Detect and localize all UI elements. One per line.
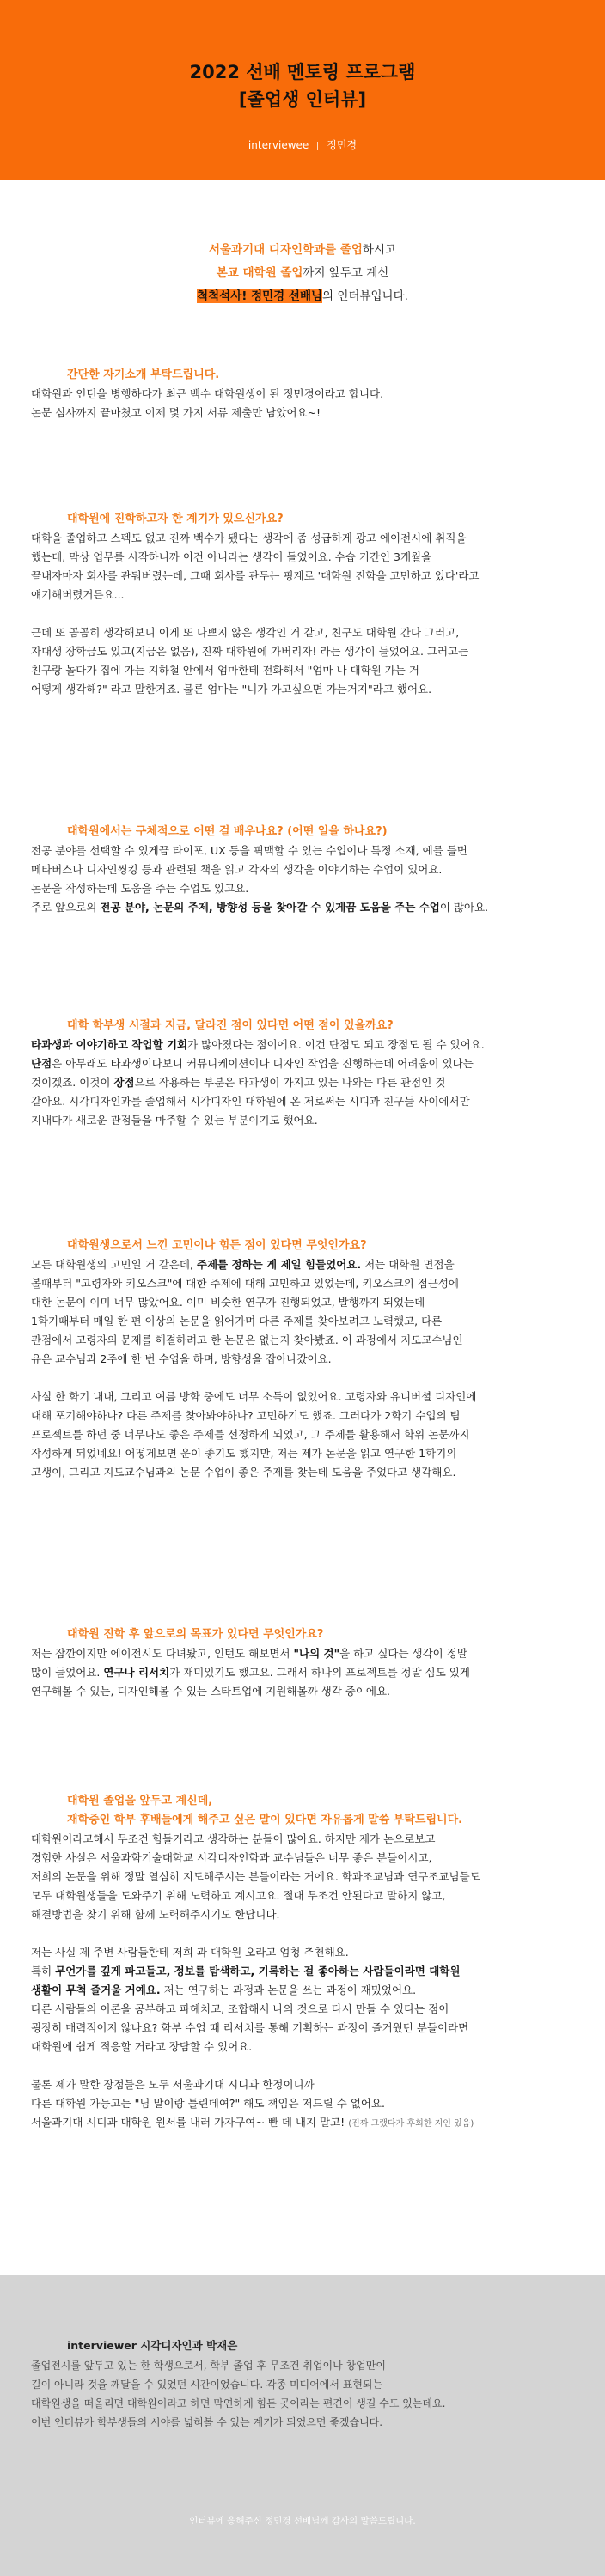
- answer-line: 같아요. 시각디자인과를 졸업해서 시각디자인 대학원에 온 저로써는 시디과 친구들 사이에서만: [31, 1095, 470, 1108]
- answer-line: 지내다가 새로운 관점들을 마주할 수 있는 부분이기도 했어요.: [31, 1114, 318, 1127]
- question: 대학원에서는 구체적으로 어떤 걸 배우나요? (어떤 일을 하나요?): [67, 825, 388, 838]
- intro-block: [0, 239, 605, 308]
- qa-section-2: [31, 510, 581, 699]
- question: 대학원에 진학하고자 한 계기가 있으신가요?: [67, 513, 284, 526]
- answer-line: 친구랑 놀다가 집에 가는 지하철 안에서 엄마한테 전화해서 "엄마 나 대학원 가는 거: [31, 664, 419, 677]
- text: 것이겠죠. 이것이: [31, 1076, 114, 1089]
- answer-line: 해결방법을 찾기 위해 함께 노력해주시기도 한답니다.: [31, 1908, 280, 1921]
- answer-line: 대학원과 인턴을 병행하다가 최근 백수 대학원생이 된 정민경이라고 합니다.: [31, 387, 384, 400]
- qa-section-3: [31, 823, 581, 917]
- text: 많이 들었어요.: [31, 1666, 104, 1679]
- text: 을 하고 싶다는 생각이 정말: [339, 1647, 468, 1660]
- thanks-text: 인터뷰에 응해주신 정민경 선배님께 감사의 말씀드립니다.: [189, 2516, 416, 2526]
- answer-line: 굉장히 매력적이지 않나요? 학부 수업 때 리서치를 통해 기획하는 과정이 즐거웠던 분들이라면: [31, 2021, 469, 2034]
- question: 대학원 졸업을 앞두고 계신데,: [67, 1795, 213, 1807]
- answer-line: 대학원에 쉽게 적응할 거라고 장담할 수 있어요.: [31, 2040, 253, 2053]
- qa-section-6: [31, 1625, 581, 1701]
- answer-line: [31, 1981, 581, 2000]
- answer-line: 대학을 졸업하고 스펙도 없고 진짜 백수가 됐다는 생각에 좀 성급하게 광고 에이전시에 취직을: [31, 532, 467, 544]
- footnote: (진짜 그랬다가 후회한 지인 있음): [348, 2119, 474, 2129]
- intro-line-3: [0, 285, 605, 308]
- note-line: 대학원생을 떠올리면 대학원이라고 하면 막연하게 힘든 곳이라는 편견이 생길 수도 있는데요.: [31, 2397, 446, 2409]
- intro-marker: 척척석사! 정민경 선배님: [197, 289, 323, 303]
- answer-line: 물론 제가 말한 장점들은 모두 서울과기대 시디과 한정이니까: [31, 2078, 315, 2091]
- answer-line: 경험한 사실은 서울과학기술대학교 시각디자인학과 교수님들은 너무 좋은 분들이시고,: [31, 1851, 432, 1864]
- question: 대학원 진학 후 앞으로의 목표가 있다면 무엇인가요?: [67, 1628, 324, 1641]
- qa-section-5: [31, 1236, 581, 1482]
- emphasis: 무언가를 깊게 파고들고, 정보를 탐색하고, 기록하는 걸 좋아하는 사람들이라면 대학원: [55, 1965, 461, 1978]
- answer-line: 연구해볼 수 있는, 디자인해볼 수 있는 스타트업에 지원해볼까 생각 중이에요.: [31, 1685, 391, 1698]
- intro-highlight: 서울과기대 디자인학과를 졸업: [208, 243, 363, 257]
- answer-line: 전공 분야를 선택할 수 있게끔 타이포, UX 등을 픽맥할 수 있는 수업이나 특정 소재, 예를 들면: [31, 844, 468, 857]
- interviewer-footer: [0, 2275, 605, 2576]
- answer-line: 모두 대학원생들을 도와주기 위해 노력하고 계시고요. 절대 무조건 안된다고 말하지 않고,: [31, 1889, 446, 1902]
- answer-line: 메타버스나 디자인씽킹 등과 관련된 책을 읽고 각자의 생각을 이야기하는 수업이 있어요.: [31, 863, 443, 876]
- answer-line: [31, 2113, 581, 2134]
- text: 서울과기대 시디과 대학원 원서를 내러 가자구여~ 빤 데 내지 말고!: [31, 2116, 345, 2129]
- answer-line: 다른 사람들의 이론을 공부하고 파헤치고, 조합해서 나의 것으로 다시 만들 수 있다는 점이: [31, 2002, 449, 2015]
- answer-line: 1학기때부터 매일 한 편 이상의 논문을 읽어가며 다른 주제를 찾아보려고 노력했고, 다른: [31, 1315, 443, 1327]
- qa-section-7: [31, 1792, 581, 2134]
- intro-text: 하시고: [362, 243, 397, 257]
- intro-text: 까지 앞두고 계신: [302, 266, 389, 280]
- qa-section-4: [31, 1017, 581, 1130]
- answer-line: 대해 포기해야하나? 다른 주제를 찾아봐야하나? 고민하기도 했죠. 그러다가 2학기 수업의 팀: [31, 1409, 461, 1422]
- answer-line: 근데 또 곰곰히 생각해보니 이게 또 나쁘지 않은 생각인 거 같고, 친구도 대학원 간다 그러고,: [31, 626, 460, 639]
- page-title: 2022 선배 멘토링 프로그램: [189, 62, 416, 82]
- interviewer-heading: interviewer 시각디자인과 박재은: [67, 2339, 238, 2352]
- emphasis: 연구나 리서치: [103, 1666, 170, 1679]
- qa-section-1: [31, 366, 581, 422]
- answer-line: [31, 898, 581, 917]
- answer-line: 관점에서 고령자의 문제를 해결하려고 한 논문은 없는지 찾아봤죠. 이 과정에서 지도교수님인: [31, 1334, 463, 1346]
- note-line: 이번 인터뷰가 학부생들의 시야를 넓혀볼 수 있는 계기가 되었으면 좋겠습니다.: [31, 2416, 383, 2428]
- emphasis: 주제를 정하는 게 제일 힘들었어요.: [196, 1258, 362, 1271]
- text: 은 아무래도 타과생이다보니 커뮤니케이션이나 디자인 작업을 진행하는데 어려움이 있다는: [52, 1057, 474, 1070]
- answer-line: 프로젝트를 하던 중 너무나도 좋은 주제를 선정하게 되었고, 그 주제를 활용해서 학위 논문까지: [31, 1428, 470, 1441]
- intro-highlight: 본교 대학원 졸업: [216, 266, 303, 280]
- answer-line: [31, 1054, 581, 1073]
- answer-line: 고생이, 그리고 지도교수님과의 논문 수업이 좋은 주제를 찾는데 도움을 주었다고 생각해요.: [31, 1466, 456, 1479]
- text: 저는 연구하는 과정과 논문을 쓰는 과정이 재밌었어요.: [160, 1984, 417, 1996]
- question: 재학중인 학부 후배들에게 해주고 싶은 말이 있다면 자유롭게 말씀 부탁드립니다.: [67, 1814, 463, 1826]
- answer-line: 사실 한 학기 내내, 그리고 여름 방학 중에도 너무 소득이 없었어요. 고령자와 유니버셜 디자인에: [31, 1390, 477, 1403]
- question: 대학원생으로서 느낀 고민이나 힘든 점이 있다면 무엇인가요?: [67, 1239, 367, 1252]
- answer-line: [31, 1962, 581, 1981]
- answer-line: 논문을 작성하는데 도움을 주는 수업도 있고요.: [31, 882, 249, 895]
- page-subtitle: [졸업생 인터뷰]: [238, 89, 367, 110]
- text: 이 많아요.: [439, 901, 489, 914]
- answer-line: 대학원이라고해서 무조건 힘들거라고 생각하는 분들이 많아요. 하지만 제가 논으로보고: [31, 1832, 436, 1845]
- answer-line: 논문 심사까지 끝마쳤고 이제 몇 가지 서류 제출만 남았어요~!: [31, 406, 321, 419]
- text: 저는 대학원 면접을: [361, 1258, 455, 1271]
- interviewee-name: 정민경: [327, 139, 358, 151]
- question: 대학 학부생 시절과 지금, 달라진 점이 있다면 어떤 점이 있을까요?: [67, 1019, 394, 1032]
- text: 가 재미있기도 했고요. 그래서 하나의 프로젝트를 정말 심도 있게: [169, 1666, 470, 1679]
- emphasis: 장점: [113, 1076, 135, 1089]
- emphasis: 생활이 무척 즐거울 거예요.: [31, 1984, 161, 1996]
- answer-line: 끝내자마자 회사를 관둬버렸는데, 그때 회사를 관두는 핑계로 '대학원 진학을 고민하고 있다'라고: [31, 569, 480, 582]
- text: 특히: [31, 1965, 56, 1978]
- answer-line: [31, 1663, 581, 1682]
- note-line: 졸업전시를 앞두고 있는 한 학생으로서, 학부 졸업 후 무조건 취업이나 창업만이: [31, 2360, 386, 2372]
- answer-line: 했는데, 막상 업무를 시작하니까 이건 아니라는 생각이 들었어요. 수습 기간인 3개월을: [31, 550, 432, 563]
- note-line: 길이 아니라 것을 깨달을 수 있었던 시간이었습니다. 각종 미디어에서 표현되는: [31, 2379, 383, 2391]
- text: 가 많아졌다는 점이에요. 이건 단점도 되고 장점도 될 수 있어요.: [187, 1038, 485, 1051]
- answer-line: 저는 사실 제 주변 사람들한테 저희 과 대학원 오라고 엄청 추천해요.: [31, 1946, 349, 1959]
- answer-line: 어떻게 생각해?" 라고 말한거죠. 물론 엄마는 "니가 가고싶으면 가는거지"라고 했어요.: [31, 683, 432, 696]
- answer-line: [31, 1073, 581, 1092]
- intro-line-2: [0, 262, 605, 285]
- text: 모든 대학원생의 고민일 거 같은데,: [31, 1258, 197, 1271]
- emphasis: 단점: [31, 1057, 52, 1070]
- answer-line: [31, 1644, 581, 1663]
- emphasis: 타과생과 이야기하고 작업할 기회: [31, 1038, 188, 1051]
- text: 으로 작용하는 부분은 타과생이 가지고 있는 나와는 다른 관점인 것: [134, 1076, 446, 1089]
- intro-text: 의 인터뷰입니다.: [322, 289, 408, 303]
- emphasis: "나의 것": [293, 1647, 340, 1660]
- interviewee-line: [0, 137, 605, 152]
- answer-line: [31, 1255, 581, 1274]
- text: 주로 앞으로의: [31, 901, 101, 914]
- answer-line: 대한 논문이 이미 너무 많았어요. 이미 비슷한 연구가 진행되었고, 발행까지 되었는데: [31, 1296, 425, 1309]
- question: 간단한 자기소개 부탁드립니다.: [67, 368, 220, 381]
- interviewer-note: [31, 2356, 581, 2432]
- answer-line: [31, 1036, 581, 1054]
- answer-line: 얘기해버렸거든요...: [31, 588, 125, 601]
- interviewee-label: interviewee: [248, 139, 309, 151]
- intro-line-1: [0, 239, 605, 262]
- answer-line: 작성하게 되었네요! 어떻게보면 운이 좋기도 했지만, 저는 제가 논문을 읽고 연구한 1학기의: [31, 1447, 457, 1460]
- answer-line: 유은 교수님과 2주에 한 번 수업을 하며, 방향성을 잡아나갔어요.: [31, 1352, 332, 1365]
- emphasis: 전공 분야, 논문의 주제, 방향성 등을 찾아갈 수 있게끔 도움을 주는 수업: [100, 901, 440, 914]
- header-banner: [0, 0, 605, 180]
- answer-line: 저희의 논문을 위해 정말 열심히 지도해주시는 분들이라는 거에요. 학과조교님과 연구조교님들도: [31, 1870, 480, 1883]
- divider: [317, 142, 318, 150]
- text: 저는 잠깐이지만 에이전시도 다녀봤고, 인턴도 해보면서: [31, 1647, 294, 1660]
- answer-line: 자대생 장학금도 있고(지금은 없음), 진짜 대학원에 가버리자! 라는 생각이 들었어요. 그러고는: [31, 645, 469, 658]
- answer-line: 볼때부터 "고령자와 키오스크"에 대한 주제에 대해 고민하고 있었는데, 키오스크의 접근성에: [31, 1277, 460, 1290]
- answer-line: 다른 대학원 가능고는 "님 말이랑 틀린데여?" 해도 책임은 저드릴 수 없어요.: [31, 2097, 386, 2110]
